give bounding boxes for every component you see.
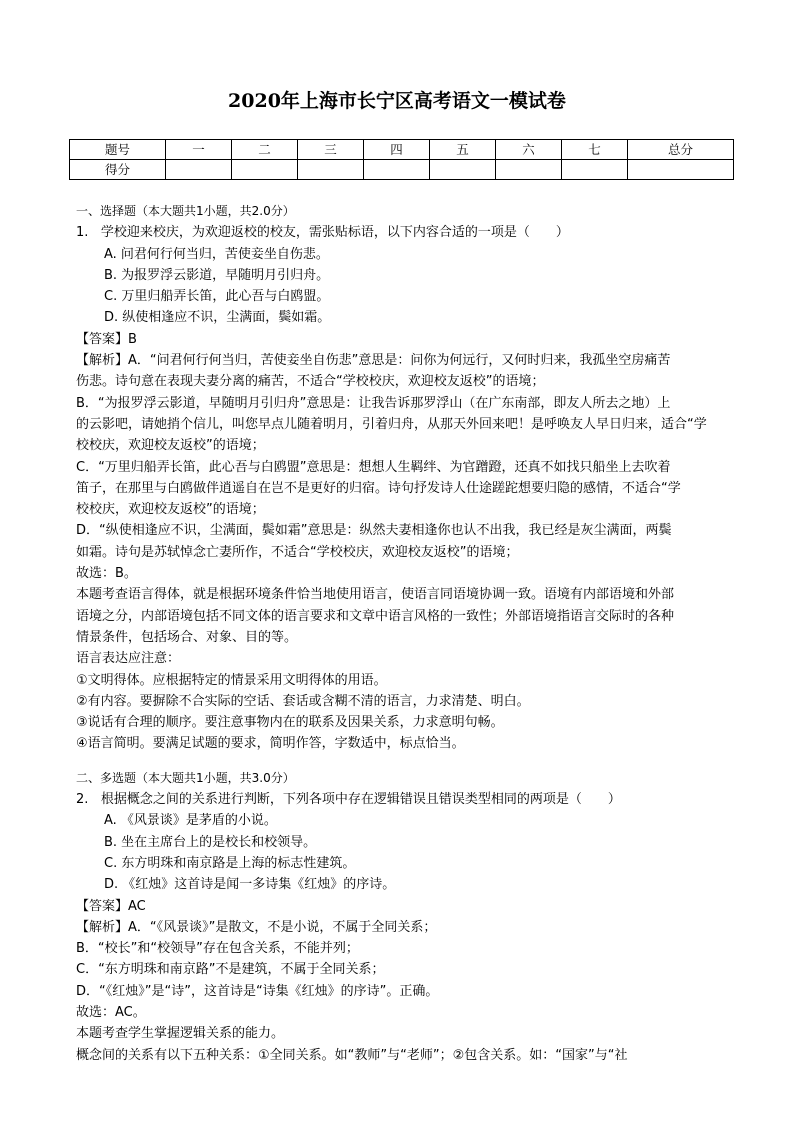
score-table-header-row	[70, 140, 734, 160]
analysis-line: 故选：B。	[76, 566, 137, 582]
option-a: A. 《风景谈》是茅盾的小说。	[104, 813, 277, 829]
score-cell[interactable]	[430, 160, 496, 180]
analysis-line: 语境之分，内部语境包括不同文体的语言要求和文章中语言风格的一致性；外部语境指语言交际时的各种	[76, 608, 675, 624]
analysis-line	[76, 350, 738, 371]
analysis-line: 本题考查语言得体，就是根据环境条件恰当地使用语言，使语言同语境协调一致。语境有内部语境和外部	[76, 587, 675, 603]
answer-value: B	[128, 331, 137, 347]
option-b: B. 坐在主席台上的是校长和校领导。	[104, 834, 317, 850]
score-table	[69, 139, 734, 180]
score-cell[interactable]	[562, 160, 628, 180]
analysis-line: B．“为报罗浮云影道，早随明月引归舟”意思是：让我告诉那罗浮山（在广东南部，即友人所去之地）上	[76, 395, 671, 411]
exam-title: 2020年上海市长宁区高考语文一模试卷	[228, 90, 566, 112]
analysis-line: B．“校长”和“校领导”存在包含关系，不能并列；	[76, 941, 359, 957]
analysis-line: 故选：AC。	[76, 1004, 146, 1020]
answer-value: AC	[128, 898, 146, 914]
score-cell[interactable]	[628, 160, 734, 180]
analysis-line: D．“《红烛》”是“诗”，这首诗是“诗集《红烛》的序诗”。正确。	[76, 983, 439, 999]
analysis-line: ①文明得体。应根据特定的情景采用文明得体的用语。	[76, 672, 387, 688]
score-cell[interactable]	[364, 160, 430, 180]
score-cell[interactable]	[166, 160, 232, 180]
score-header-cell: 一	[166, 140, 232, 160]
score-table-score-row	[70, 160, 734, 180]
section-heading: 二、多选题（本大题共1小题，共3.0分）	[76, 770, 295, 785]
section-gap	[76, 755, 738, 768]
analysis-tag: 【解析】	[76, 919, 129, 935]
analysis-line: ③说话有合理的顺序。要注意事物内在的联系及因果关系，力求意明句畅。	[76, 715, 504, 731]
analysis-line: 笛子，在那里与白鸥做伴逍遥自在岂不是更好的归宿。诗句抒发诗人仕途蹉跎想要归隐的感情，不适合“学	[76, 480, 681, 496]
analysis-line: 情景条件，包括场合、对象、目的等。	[76, 629, 298, 645]
score-header-cell: 题号	[70, 140, 166, 160]
score-header-cell: 四	[364, 140, 430, 160]
option-d: D. 纵使相逢应不识，尘满面，鬓如霜。	[104, 310, 331, 326]
question-stem	[76, 789, 738, 810]
analysis-line: ④语言简明。要满足试题的要求，简明作答，字数适中，标点恰当。	[76, 736, 465, 752]
answer-line	[76, 896, 738, 917]
question-text: 根据概念之间的关系进行判断，下列各项中存在逻辑错误且错误类型相同的两项是（ ）	[100, 792, 621, 808]
analysis-line: D．“纵使相逢应不识，尘满面，鬓如霜”意思是：纵然夫妻相逢你也认不出我，我已经是灰尘满面，两鬓	[76, 523, 672, 539]
analysis-line: 如霜。诗句是苏轼悼念亡妻所作，不适合“学校校庆，欢迎校友返校”的语境；	[76, 544, 519, 560]
analysis-line: C．“万里归船弄长笛，此心吾与白鸥盟”意思是：想想人生羁绊、为官蹭蹬，还真不如找只船坐上去吹着	[76, 459, 671, 475]
option-b: B. 为报罗浮云影道，早随明月引归舟。	[104, 267, 330, 283]
analysis-text: A．“问君何行何当归，苦使妾坐自伤悲”意思是：问你为何远行，又何时归来，我孤坐空房痛苦	[128, 353, 671, 369]
score-row-label: 得分	[70, 160, 166, 180]
question-number: 2.	[76, 792, 89, 808]
score-header-cell: 三	[298, 140, 364, 160]
option-d: D. 《红烛》这首诗是闻一多诗集《红烛》的序诗。	[104, 877, 396, 893]
analysis-line: 的云影吧，请她捎个信儿，叫您早点儿随着明月，引着归舟，从那天外回来吧！是呼唤友人早日归来，适合“学	[76, 416, 707, 432]
score-header-cell: 五	[430, 140, 496, 160]
analysis-line: 语言表达应注意：	[76, 651, 181, 667]
option-c: C. 万里归船弄长笛，此心吾与白鸥盟。	[104, 289, 330, 305]
score-cell[interactable]	[496, 160, 562, 180]
question-stem	[76, 222, 738, 243]
analysis-tag: 【解析】	[76, 353, 129, 369]
analysis-line: 概念间的关系有以下五种关系：①全同关系。如“教师”与“老师”；②包含关系。如：“国家”与“社	[76, 1047, 628, 1063]
analysis-line: 校校庆，欢迎校友返校”的语境；	[76, 502, 265, 518]
answer-tag: 【答案】	[76, 331, 129, 347]
score-header-cell: 六	[496, 140, 562, 160]
answer-line	[76, 329, 738, 350]
option-c: C. 东方明珠和南京路是上海的标志性建筑。	[104, 855, 356, 871]
score-header-cell: 总分	[628, 140, 734, 160]
answer-tag: 【答案】	[76, 898, 129, 914]
analysis-line: 校校庆，欢迎校友返校”的语境；	[76, 438, 265, 454]
exam-content	[76, 201, 738, 1066]
analysis-line	[76, 917, 738, 938]
score-cell[interactable]	[298, 160, 364, 180]
score-header-cell: 二	[232, 140, 298, 160]
analysis-line: 伤悲。诗句意在表现夫妻分离的痛苦，不适合“学校校庆，欢迎校友返校”的语境；	[76, 374, 545, 390]
option-a: A. 问君何行何当归，苦使妾坐自伤悲。	[104, 246, 329, 262]
analysis-line: C．“东方明珠和南京路”不是建筑，不属于全同关系；	[76, 962, 385, 978]
analysis-line: ②有内容。要摒除不合实际的空话、套话或含糊不清的语言，力求清楚、明白。	[76, 693, 530, 709]
score-header-cell: 七	[562, 140, 628, 160]
question-text: 学校迎来校庆，为欢迎返校的校友，需张贴标语，以下内容合适的一项是（ ）	[100, 225, 569, 241]
score-cell[interactable]	[232, 160, 298, 180]
analysis-line: 本题考查学生掌握逻辑关系的能力。	[76, 1026, 285, 1042]
analysis-text: A．“《风景谈》”是散文，不是小说，不属于全同关系；	[128, 919, 437, 935]
question-number: 1.	[76, 225, 89, 241]
section-heading: 一、选择题（本大题共1小题，共2.0分）	[76, 204, 295, 218]
